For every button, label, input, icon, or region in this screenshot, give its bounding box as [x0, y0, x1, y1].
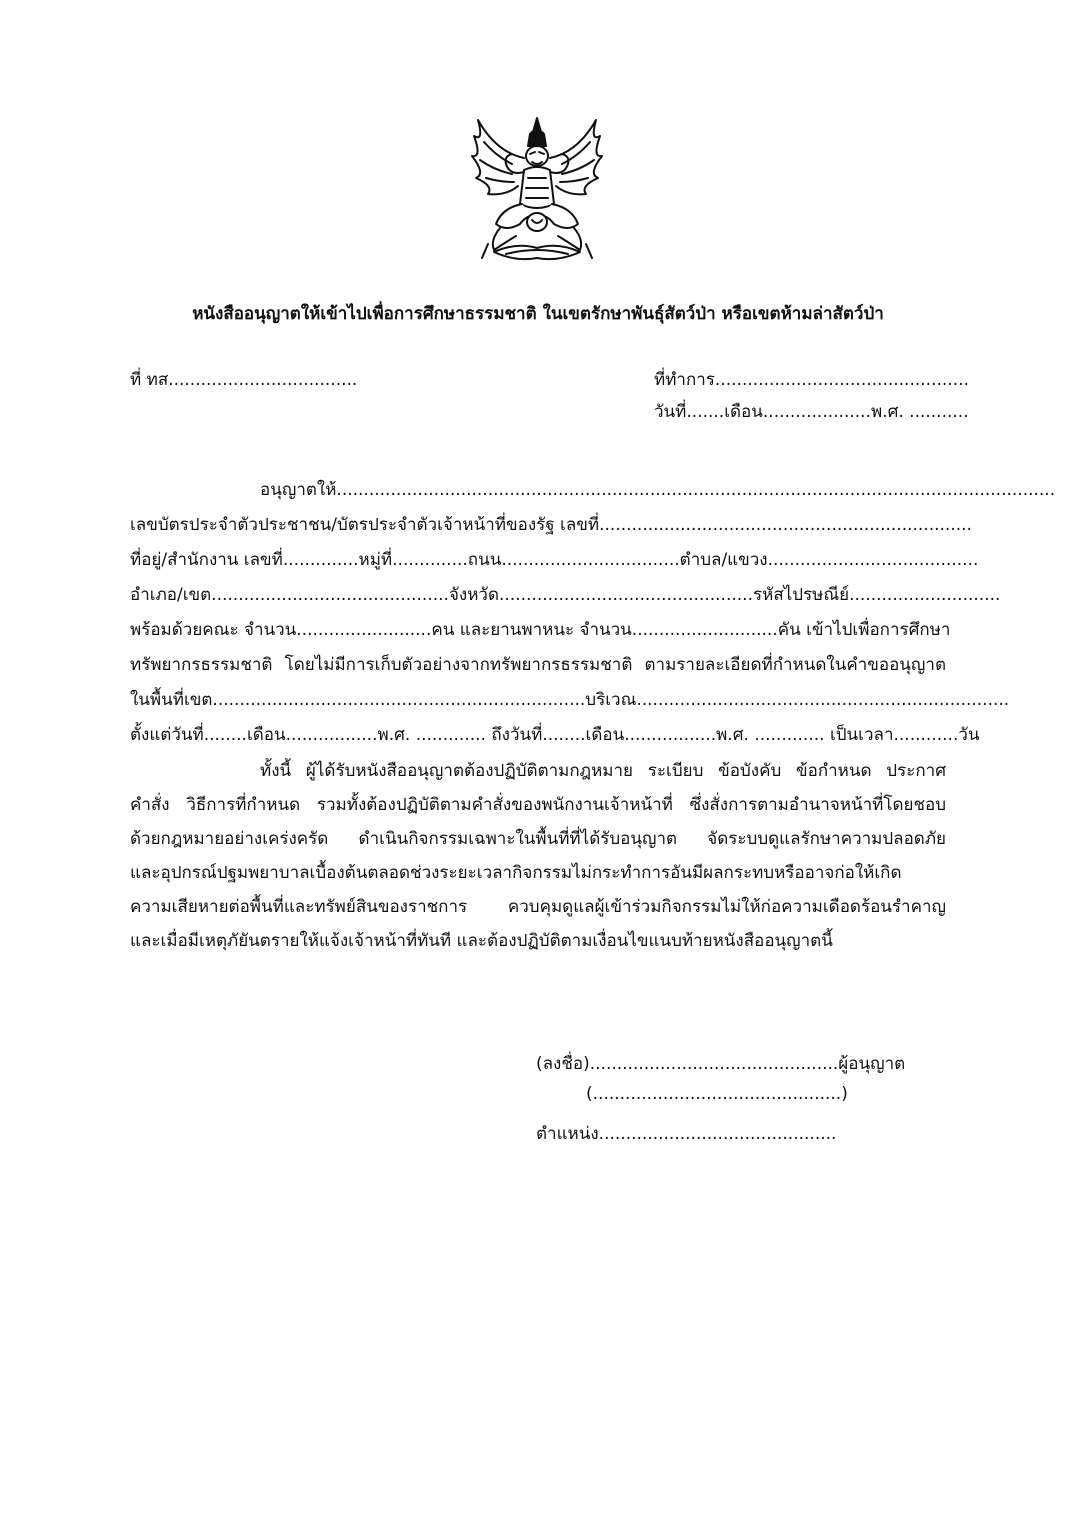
office-line: ที่ทำการ............................................... — [654, 370, 969, 390]
form-line-group-vehicles: พร้อมด้วยคณะ จำนวน.........................คน และยานพาหนะ จำนวน...........................คัน เข้าไปเพื่อการศึกษา — [130, 620, 951, 640]
form-line-purpose: ทรัพยากรธรรมชาติ โดยไม่มีการเก็บตัวอย่างจากทรัพยากรธรรมชาติ ตามรายละเอียดที่กำหนดในคำขออนุญาต — [130, 655, 946, 675]
form-line-area: ในพื้นที่เขต.....................................................................บริเวณ..................................................................... — [130, 690, 1010, 710]
form-line-period: ตั้งแต่วันที่........เดือน.................พ.ศ. ............. ถึงวันที่........เดือน.................พ.ศ. ............. เป็นเวลา............วัน — [130, 725, 980, 745]
form-line-id-card: เลขบัตรประจำตัวประชาชน/บัตรประจำตัวเจ้าหน้าที่ของรัฐ เลขที่..................................................................... — [130, 515, 972, 535]
document-title: หนังสืออนุญาตให้เข้าไปเพื่อการศึกษาธรรมชาติ ในเขตรักษาพันธุ์สัตว์ป่า หรือเขตห้ามล่าสัตว์ป่า — [192, 304, 884, 324]
conditions-line: และอุปกรณ์ปฐมพยาบาลเบื้องต้นตลอดช่วงระยะเวลากิจกรรมไม่กระทำการอันมีผลกระทบหรืออาจก่อให้เกิด — [130, 863, 902, 883]
signature-line: (ลงชื่อ)..............................................ผู้อนุญาต — [536, 1054, 906, 1074]
conditions-line: ทั้งนี้ ผู้ได้รับหนังสืออนุญาตต้องปฏิบัติตามกฎหมาย ระเบียบ ข้อบังคับ ข้อกำหนด ประกาศ — [260, 761, 946, 781]
garuda-emblem-icon — [466, 112, 608, 268]
conditions-line: คำสั่ง วิธีการที่กำหนด รวมทั้งต้องปฏิบัติตามคำสั่งของพนักงานเจ้าหน้าที่ ซึ่งสั่งการตามอำนาจหน้าที่โดยชอบ — [130, 795, 946, 815]
conditions-line: และเมื่อมีเหตุภัยันตรายให้แจ้งเจ้าหน้าที่ทันที และต้องปฏิบัติตามเงื่อนไขแนบท้ายหนังสืออนุญาตนี้ — [130, 931, 833, 951]
position-line: ตำแหน่ง............................................ — [536, 1124, 837, 1144]
reference-number: ที่ ทส................................... — [130, 370, 358, 390]
conditions-line: ความเสียหายต่อพื้นที่และทรัพย์สินของราชการ ควบคุมดูแลผู้เข้าร่วมกิจกรรมไม่ให้ก่อความเดือดร้อนรำคาญ — [130, 897, 946, 917]
form-line-permit-to: อนุญาตให้..................................................................................................................................... — [260, 480, 1056, 500]
form-line-address: ที่อยู่/สำนักงาน เลขที่..............หมู่ที่..............ถนน.................................ตำบล/แขวง....................................... — [130, 550, 979, 570]
form-line-district: อำเภอ/เขต............................................จังหวัด...............................................รหัสไปรษณีย์............................ — [130, 585, 1001, 605]
signer-name-line: (..............................................) — [586, 1084, 848, 1104]
date-line: วันที่.......เดือน....................พ.ศ. ........... — [654, 402, 969, 422]
conditions-line: ด้วยกฎหมายอย่างเคร่งครัด ดำเนินกิจกรรมเฉพาะในพื้นที่ที่ได้รับอนุญาต จัดระบบดูแลรักษาความปลอดภัย — [130, 829, 946, 849]
